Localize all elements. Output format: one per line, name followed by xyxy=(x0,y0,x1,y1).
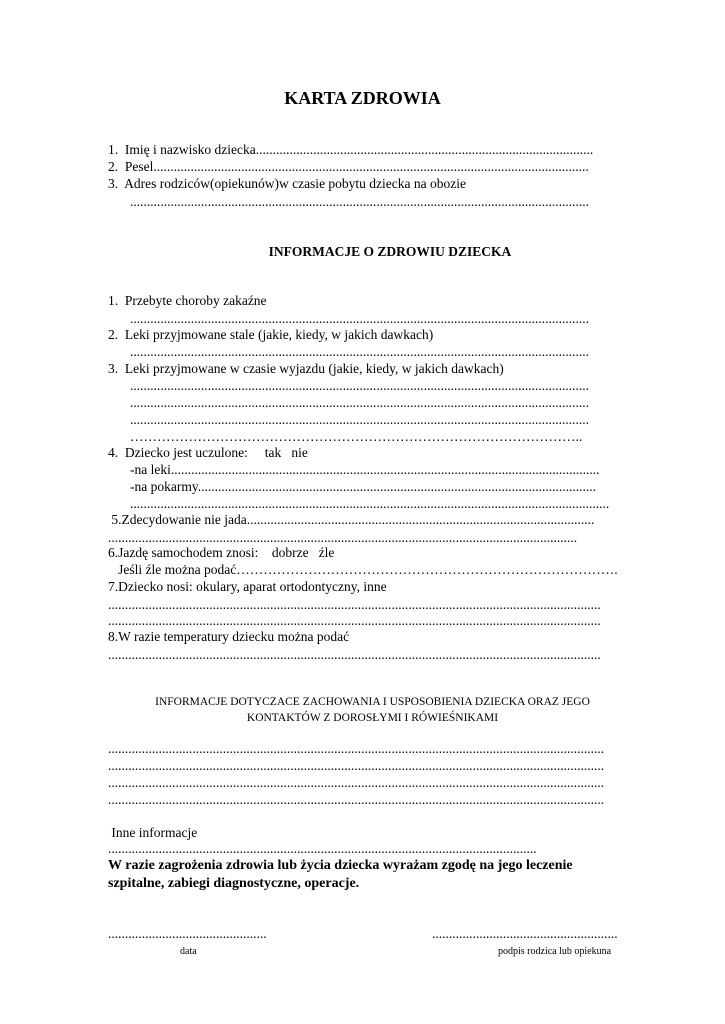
health-item-8: 8.W razie temperatury dziecku można podać xyxy=(108,629,350,644)
health-item-5: 5.Zdecydowanie nie jada....................................................................................................... xyxy=(108,512,595,527)
health-item-4-line: .............................................................................................................................................. xyxy=(130,496,610,511)
behavior-section-heading: KONTAKTÓW Z DOROSŁYMI I RÓWIEŚNIKAMI xyxy=(246,712,499,724)
health-item-3-line: ........................................................................................................................................ xyxy=(130,395,589,410)
health-item-2: 2. Leki przyjmowane stale (jakie, kiedy, w jakich dawkach) xyxy=(108,327,434,342)
date-line: ............................................... xyxy=(108,926,267,941)
allergy-medicine-line: -na leki............................................................................................................................... xyxy=(130,462,600,477)
other-info-label: Inne informacje xyxy=(108,825,198,840)
pesel-field: 2. Pesel................................................................................................................................. xyxy=(108,159,589,174)
child-name-field: 1. Imię i nazwisko dziecka.................................................................................................... xyxy=(108,142,594,157)
page-title: KARTA ZDROWIA xyxy=(284,88,441,108)
health-item-7-line: .................................................................................................................................................. xyxy=(108,613,601,628)
health-item-4: 4. Dziecko jest uczulone: tak nie xyxy=(108,445,308,460)
behavior-section-heading: INFORMACJE DOTYCZACE ZACHOWANIA I USPOSOBIENIA DZIECKA ORAZ JEGO xyxy=(155,696,590,708)
health-item-2-line: ........................................................................................................................................ xyxy=(130,344,589,359)
behavior-line: ................................................................................................................................................... xyxy=(108,775,605,790)
signature-label: podpis rodzica lub opiekuna xyxy=(498,946,612,957)
health-item-7-line: .................................................................................................................................................. xyxy=(108,597,601,612)
parents-address-label: 3. Adres rodziców(opiekunów)w czasie pobytu dziecka na obozie xyxy=(108,176,467,191)
health-item-1: 1. Przebyte choroby zakaźne xyxy=(108,293,267,308)
date-label: data xyxy=(180,946,197,957)
signature-line: ....................................................... xyxy=(432,926,618,941)
health-item-3: 3. Leki przyjmowane w czasie wyjazdu (jakie, kiedy, w jakich dawkach) xyxy=(108,361,504,376)
allergy-food-line: -na pokarmy...................................................................................................................... xyxy=(130,479,596,494)
parents-address-line: ........................................................................................................................................ xyxy=(130,194,589,209)
health-item-3-line: ........................................................................................................................................ xyxy=(130,378,589,393)
health-item-8-line: .................................................................................................................................................. xyxy=(108,647,601,662)
health-item-7: 7.Dziecko nosi: okulary, aparat ortodontyczny, inne xyxy=(108,579,387,594)
health-item-6-sub: Jeśli źle można podać…………………………………………………………………………. xyxy=(108,562,618,577)
other-info-line: ............................................................................................................................... xyxy=(108,841,537,856)
health-item-6: 6.Jazdę samochodem znosi: dobrze źle xyxy=(108,545,335,560)
health-item-3-line: ……………………………………………………………………………………….. xyxy=(130,429,583,444)
consent-statement: W razie zagrożenia zdrowia lub życia dziecka wyrażam zgodę na jego leczenie xyxy=(108,858,573,873)
health-item-1-line: ........................................................................................................................................ xyxy=(130,311,589,326)
health-item-5-line: ........................................................................................................................................... xyxy=(108,530,578,545)
behavior-line: ................................................................................................................................................... xyxy=(108,741,605,756)
consent-statement: szpitalne, zabiegi diagnostyczne, operacje. xyxy=(108,876,360,891)
behavior-line: ................................................................................................................................................... xyxy=(108,792,605,807)
health-section-heading: INFORMACJE O ZDROWIU DZIECKA xyxy=(268,244,512,259)
behavior-line: ................................................................................................................................................... xyxy=(108,758,605,773)
health-item-3-line: ........................................................................................................................................ xyxy=(130,412,589,427)
